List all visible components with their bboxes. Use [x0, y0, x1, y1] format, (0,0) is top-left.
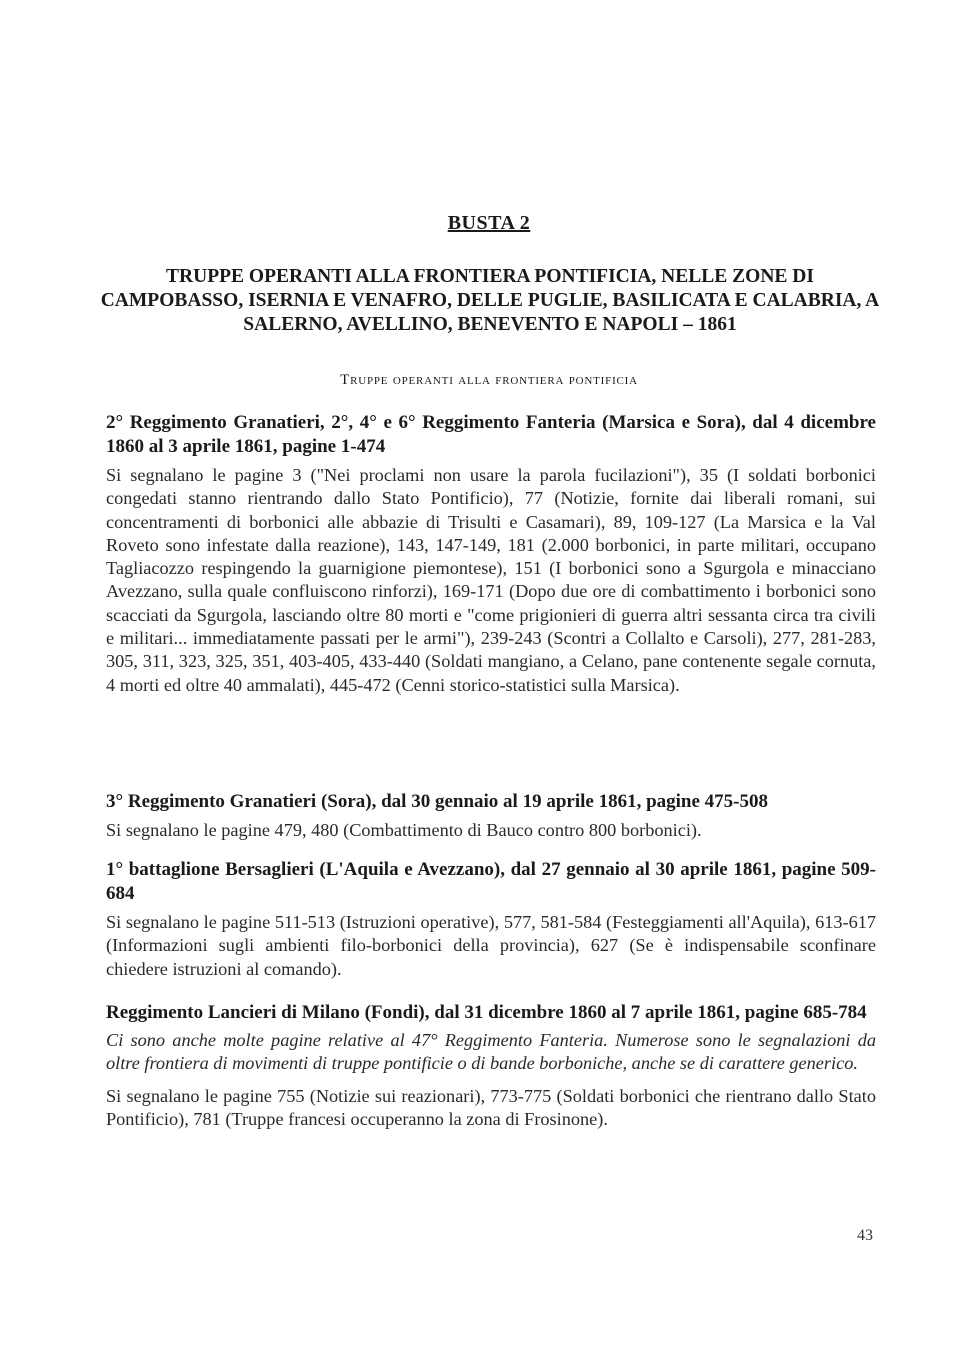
entry-body: Si segnalano le pagine 479, 480 (Combattimento di Bauco contro 800 borbonici). [106, 820, 702, 840]
entry-body: Si segnalano le pagine 755 (Notizie sui reazionari), 773-775 (Soldati borbonici che rientrano dallo Stato Pontificio), 781 (Truppe francesi occuperanno la zona di Frosinone). [106, 1085, 876, 1129]
entry-body: Si segnalano le pagine 3 ("Nei proclami non usare la parola fucilazioni"), 35 (I soldati borbonici congedati stanno rientrando dallo Stato Pontificio), 77 (Notizie, fornite dai liberali romani, sui concentramenti di borbonici alle abbazie di Trisulti e Casamari), 89, 109-127 (La Marsica e la Val Roveto sono infestate dalla reazione), 143, 147-149, 181 (2.000 borbonici, in parte militari, occupano Tagliacozzo respingendo la guarnigione piemontese), 151 (I borbonici sono a Sgurgola e minacciano Avezzano, sulla quale confluiscono rinforzi), 169-171 (Dopo due ore di combattimento i borbonici sono scacciati da Sgurgola, lasciando oltre 80 morti e "come prigionieri di guerra altri sessanta circa tra civili e militari... immediatamente passati per le armi"), 239-243 (Scontri a Collalto e Carsoli), 277, 281-283, 305, 311, 323, 325, 351, 403-405, 433-440 (Soldati mangiano, a Celano, pane contenente segale cornuta, 4 morti ed oltre 40 ammalati), 445-472 (Cenni storico-statistici sulla Marsica). [106, 465, 876, 695]
entry-title: 2° Reggimento Granatieri, 2°, 4° e 6° Reggimento Fanteria (Marsica e Sora), dal 4 dicembre 1860 al 3 aprile 1861, pagine 1-474 [106, 412, 876, 457]
entry-title: 1° battaglione Bersaglieri (L'Aquila e Avezzano), dal 27 gennaio al 30 aprile 1861, pagine 509-684 [106, 859, 876, 904]
page-title: TRUPPE OPERANTI ALLA FRONTIERA PONTIFICIA, NELLE ZONE DI CAMPOBASSO, ISERNIA E VENAFRO, DELLE PUGLIE, BASILICATA E CALABRIA, A SALERNO, AVELLINO, BENEVENTO E NAPOLI – 1861 [100, 266, 880, 335]
page-number: 43 [857, 1227, 873, 1244]
busta-heading: BUSTA 2 [447, 212, 531, 234]
entry-1 [106, 411, 876, 697]
entry-title: 3° Reggimento Granatieri (Sora), dal 30 gennaio al 19 aprile 1861, pagine 475-508 [106, 791, 769, 812]
entry-title: Reggimento Lancieri di Milano (Fondi), dal 31 dicembre 1860 al 7 aprile 1861, pagine 685-784 [106, 1002, 867, 1023]
entry-body: Si segnalano le pagine 511-513 (Istruzioni operative), 577, 581-584 (Festeggiamenti all'Aquila), 613-617 (Informazioni sugli ambienti filo-borbonici della provincia), 627 (Se è indispensabile sconfinare chiedere istruzioni al comando). [106, 912, 876, 979]
section-heading: Truppe operanti alla frontiera pontificia [340, 372, 638, 388]
entry-note: Ci sono anche molte pagine relative al 47° Reggimento Fanteria. Numerose sono le segnalazioni da oltre frontiera di movimenti di truppe pontificie o di bande borboniche, anche se di carattere generico. [106, 1030, 876, 1074]
entry-2 [106, 790, 876, 842]
entry-3 [106, 858, 876, 981]
entry-4 [106, 1001, 876, 1131]
